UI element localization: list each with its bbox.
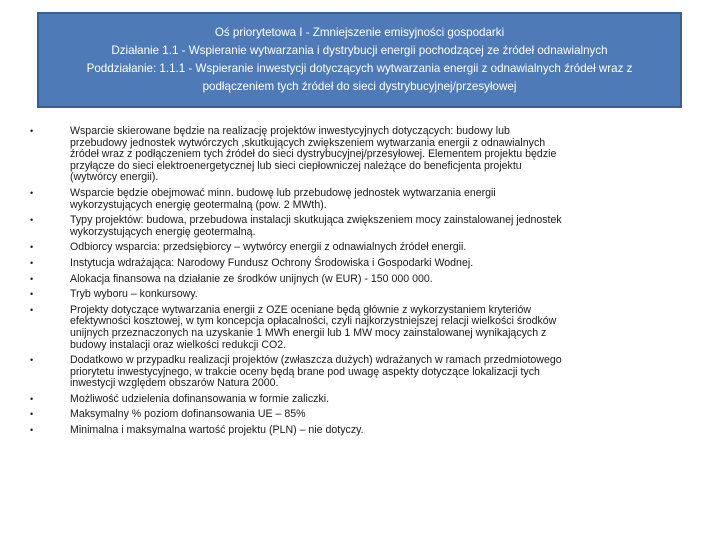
list-item-text-line: przyłącze do sieci elektroenergetycznej lub sieci ciepłowniczej należące do beneficjenta projektu [70, 159, 522, 172]
list-item-text-line: przebudowy jednostek wytwórczych ,skutkujących zwiększeniem wytwarzania energii z odnawialnych [70, 136, 546, 149]
list-item [30, 188, 685, 211]
list-item [30, 394, 685, 406]
bullet-icon: • [30, 304, 34, 315]
list-item-text-line: Projekty dotyczące wytwarzania energii z OZE oceniane będą głównie z wykorzystaniem kryteriów [70, 303, 532, 316]
list-item-text-line: Minimalna i maksymalna wartość projektu (PLN) – nie dotyczy. [70, 424, 364, 437]
list-item-text-line: (wytwórcy energii). [70, 171, 159, 184]
list-item [30, 355, 685, 390]
list-item-text-line: Możliwość udzielenia dofinansowania w formie zaliczki. [70, 392, 330, 405]
list-item [30, 425, 685, 437]
priority-axis-title: Oś priorytetowa I - Zmniejszenie emisyjności gospodarki [214, 26, 505, 39]
bullet-icon: • [30, 273, 34, 284]
bullet-icon: • [30, 355, 34, 366]
list-item-text-line: Wsparcie skierowane będzie na realizację projektów inwestycyjnych dotyczących: budowy lub [70, 125, 510, 137]
list-item-text-line: priorytetu inwestycyjnego, w trakcie oceny będą brane pod uwagę aspekty dotyczące lokalizacji tych [70, 365, 540, 378]
bullet-icon: • [30, 289, 34, 300]
list-item-text-line: wykorzystujących energię geotermalną (pow. 2 MWth). [70, 198, 327, 211]
list-item [30, 289, 685, 301]
bullet-list [30, 126, 685, 441]
list-item [30, 242, 685, 254]
list-item [30, 215, 685, 238]
list-item-text-line: Typy projektów: budowa, przebudowa instalacji skutkująca zwiększeniem mocy zainstalowanej jednostek [70, 214, 562, 227]
list-item-text-line: unijnych przeznaczonych na uzyskanie 1 MWh energii lub 1 MW mocy zainstalowanej wynikających z [70, 326, 547, 339]
bullet-icon: • [30, 257, 34, 268]
list-item-text-line: budowy instalacji oraz wielkości redukcji CO2. [70, 338, 287, 351]
list-item-text-line: Dodatkowo w przypadku realizacji projektów (zwłaszcza dużych) wdrażanych w ramach przedmiotowego [70, 354, 562, 367]
submeasure-title-line-1: Poddziałanie: 1.1.1 - Wspieranie inwestycji dotyczących wytwarzania energii z odnawialnych źródeł wraz z [86, 62, 633, 75]
list-item-text-line: efektywności kosztowej, w tym koncepcja opłacalności, czyli najkorzystniejszej relacji wielkości środków [70, 315, 557, 328]
list-item [30, 409, 685, 421]
list-item [30, 258, 685, 270]
bullet-icon: • [30, 215, 34, 226]
list-item [30, 274, 685, 286]
title-banner [37, 12, 682, 108]
list-item-text-line: Wsparcie będzie obejmować minn. budowę lub przebudowę jednostek wytwarzania energii [70, 186, 496, 199]
list-item-text-line: inwestycji względem obszarów Natura 2000. [70, 377, 279, 390]
list-item-text-line: Instytucja wdrażająca: Narodowy Fundusz Ochrony Środowiska i Gospodarki Wodnej. [70, 256, 474, 269]
list-item-text-line: Odbiorcy wsparcia: przedsiębiorcy – wytwórcy energii z odnawialnych źródeł energii. [70, 241, 467, 254]
bullet-icon: • [30, 393, 34, 404]
bullet-icon: • [30, 126, 34, 136]
bullet-icon: • [30, 242, 34, 253]
bullet-icon: • [30, 409, 34, 420]
bullet-icon: • [30, 425, 34, 436]
list-item-text-line: źródeł wraz z podłączeniem tych źródeł do sieci dystrybucyjnej/przesyłowej. Elementem projektu będzie [70, 148, 557, 161]
submeasure-title-line-2: podłączeniem tych źródeł do sieci dystrybucyjnej/przesyłowej [202, 80, 517, 93]
list-item-text-line: wykorzystujących energię geotermalną. [70, 225, 256, 238]
bullet-icon: • [30, 187, 34, 198]
list-item-text-line: Alokacja finansowa na działanie ze środków unijnych (w EUR) - 150 000 000. [70, 272, 433, 285]
list-item [30, 305, 685, 351]
list-item-text-line: Maksymalny % poziom dofinansowania UE – 85% [70, 408, 306, 421]
list-item-text-line: Tryb wyboru – konkursowy. [70, 288, 198, 301]
list-item [30, 126, 685, 184]
measure-title: Działanie 1.1 - Wspieranie wytwarzania i dystrybucji energii pochodzącej ze źródeł odnawialnych [111, 44, 608, 57]
